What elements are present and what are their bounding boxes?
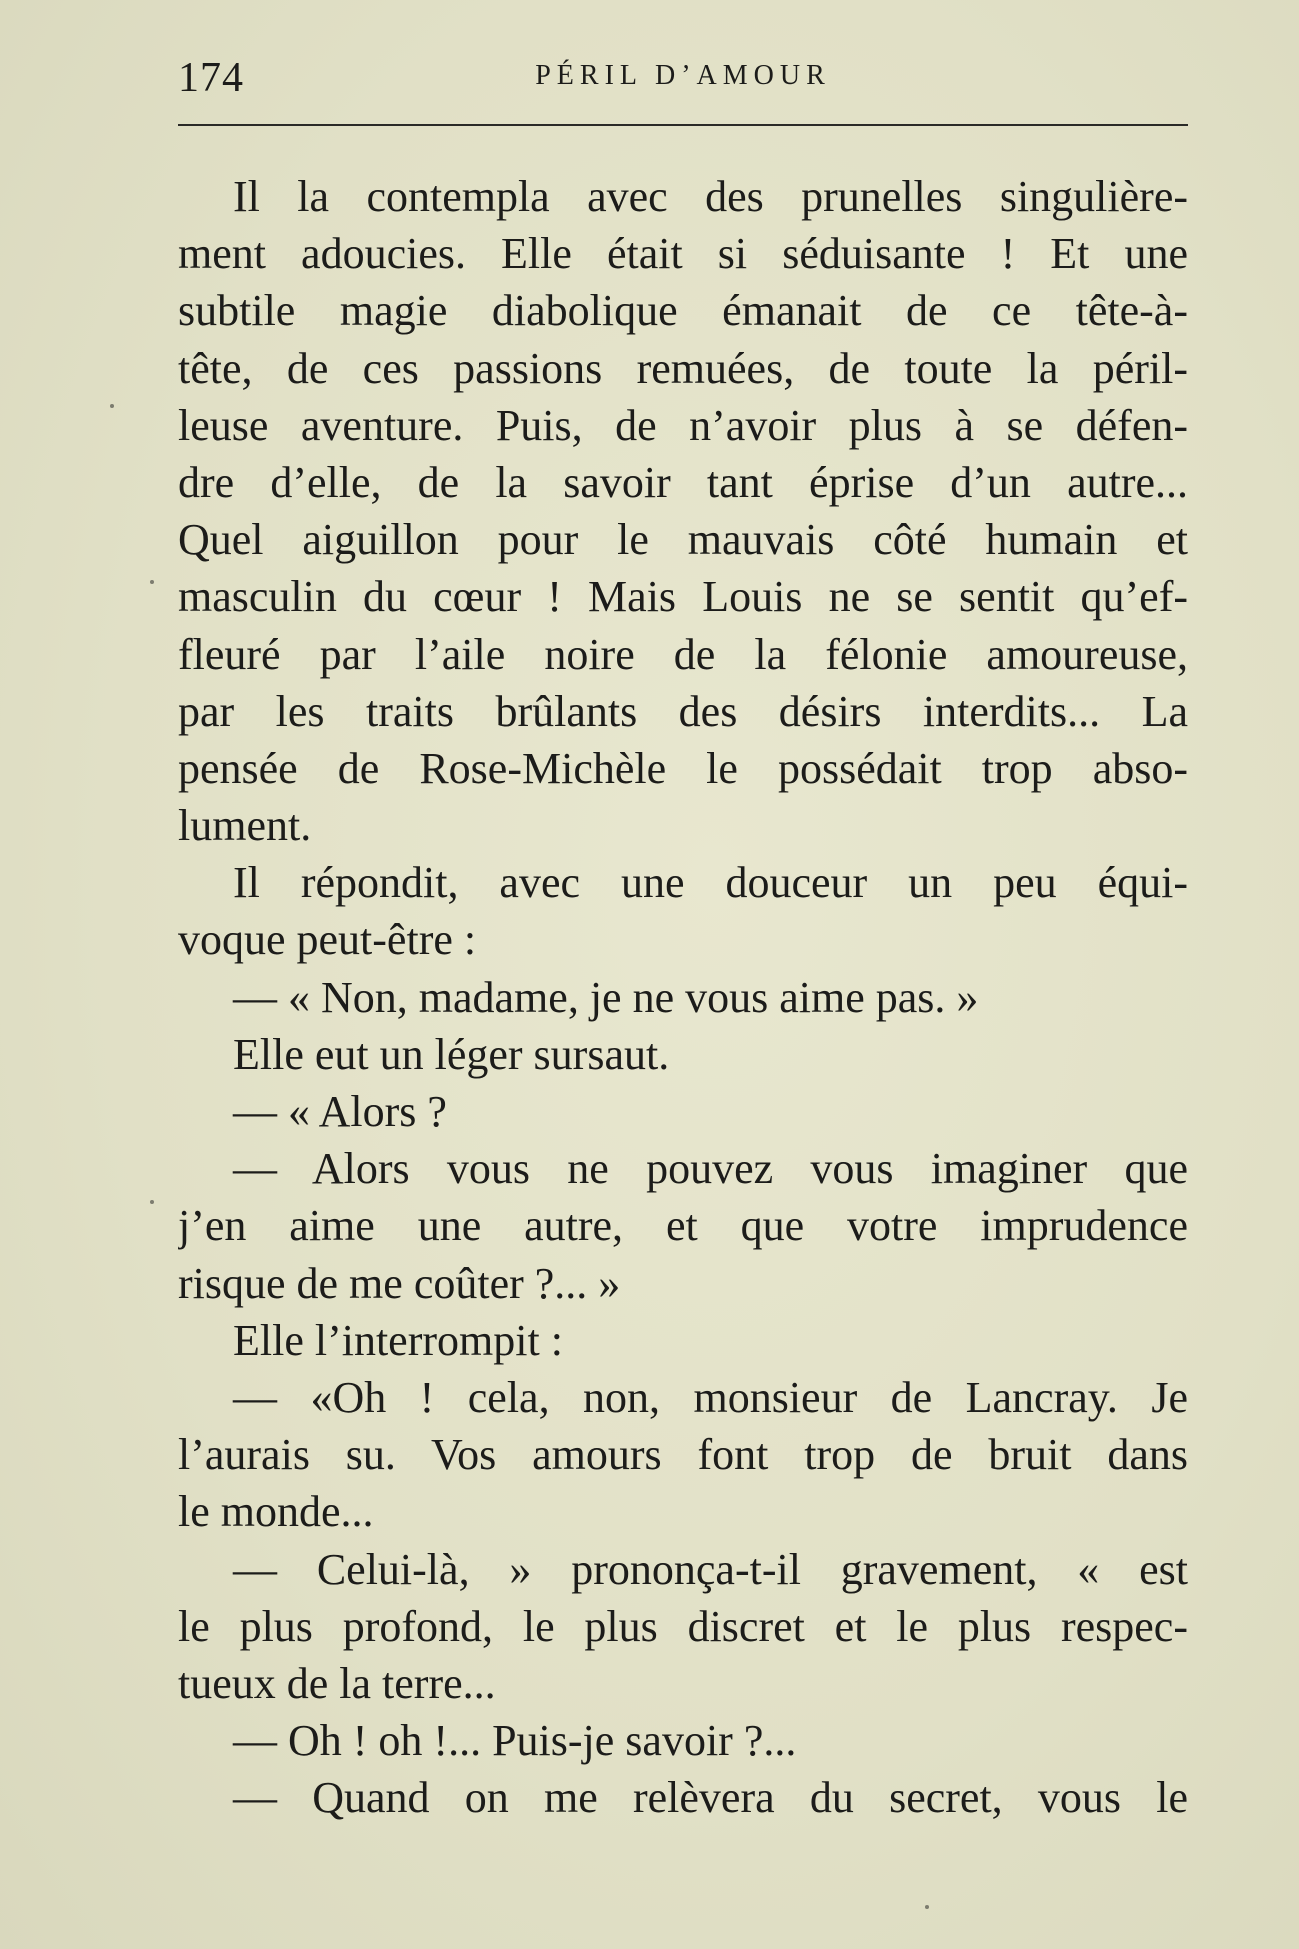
text-line: — « Non, madame, je ne vous aime pas. » xyxy=(233,972,979,1022)
text-line: j’en aime une autre, et que votre imprudence xyxy=(178,1201,1188,1251)
text-line: Elle l’interrompit : xyxy=(233,1315,563,1365)
paper-speck xyxy=(150,580,154,584)
text-line: — Quand on me relèvera du secret, vous le xyxy=(233,1773,1188,1823)
text-line: masculin du cœur ! Mais Louis ne se sentit qu’ef- xyxy=(178,572,1188,622)
text-line: Il répondit, avec une douceur un peu équi- xyxy=(233,858,1188,908)
text-line: le monde... xyxy=(178,1487,374,1537)
text-line: ment adoucies. Elle était si séduisante ! Et une xyxy=(178,229,1188,279)
paper-speck xyxy=(925,1905,929,1909)
text-line: lument. xyxy=(178,801,312,851)
page-number: 174 xyxy=(178,55,244,101)
text-line: pensée de Rose-Michèle le possédait trop abso- xyxy=(178,743,1188,793)
text-line: dre d’elle, de la savoir tant éprise d’un autre... xyxy=(178,457,1188,507)
text-line: — « Alors ? xyxy=(233,1087,447,1136)
text-line: leuse aventure. Puis, de n’avoir plus à se défen- xyxy=(178,400,1188,450)
text-line: Il la contempla avec des prunelles singulière- xyxy=(233,172,1188,221)
text-line: — «Oh ! cela, non, monsieur de Lancray. Je xyxy=(233,1372,1188,1422)
text-line: subtile magie diabolique émanait de ce tête-à- xyxy=(178,286,1188,336)
text-line: Elle eut un léger sursaut. xyxy=(233,1029,670,1079)
text-line: risque de me coûter ?... » xyxy=(178,1258,621,1308)
text-line: voque peut-être : xyxy=(178,915,477,965)
text-line: le plus profond, le plus discret et le plus respec- xyxy=(178,1601,1188,1651)
text-line: — Alors vous ne pouvez vous imaginer que xyxy=(233,1144,1188,1194)
text-line: Quel aiguillon pour le mauvais côté humain et xyxy=(178,515,1188,565)
text-line: — Oh ! oh !... Puis-je savoir ?... xyxy=(233,1716,797,1766)
text-line: — Celui-là, » prononça-t-il gravement, « est xyxy=(233,1544,1188,1594)
text-line: tueux de la terre... xyxy=(178,1658,496,1708)
page-header xyxy=(178,50,1188,110)
text-line: fleuré par l’aile noire de la félonie amoureuse, xyxy=(178,629,1188,679)
body-text xyxy=(178,168,1188,1826)
text-line: tête, de ces passions remuées, de toute la péril- xyxy=(178,343,1188,393)
running-title: PÉRIL D’AMOUR xyxy=(535,60,831,91)
paper-speck xyxy=(150,1200,154,1204)
header-rule xyxy=(178,124,1188,126)
paper-speck xyxy=(110,404,114,408)
text-line: par les traits brûlants des désirs interdits... La xyxy=(178,686,1188,736)
text-line: l’aurais su. Vos amours font trop de bruit dans xyxy=(178,1430,1188,1480)
